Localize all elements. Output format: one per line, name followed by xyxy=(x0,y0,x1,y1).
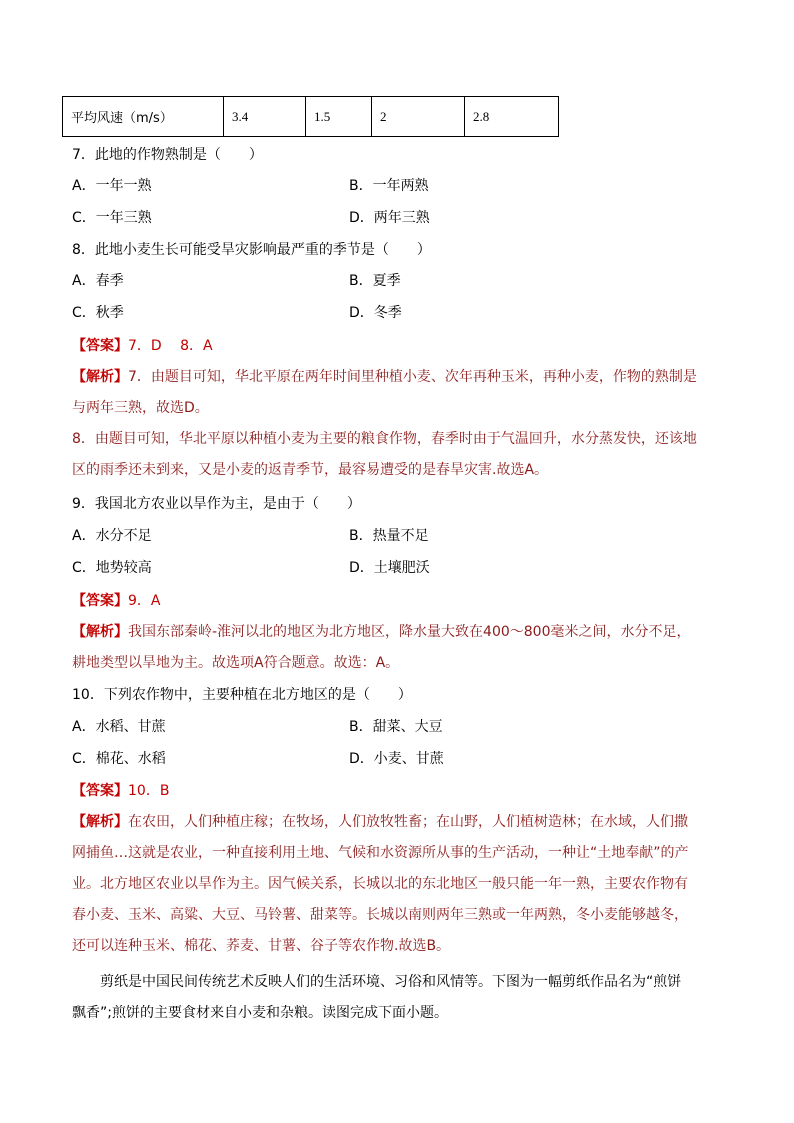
question-10-option-b: B．甜菜、大豆 xyxy=(349,719,443,735)
answer-text: 10．B xyxy=(128,783,170,799)
question-9-option-c: C．地势较高 xyxy=(72,560,152,576)
question-10-option-d: D．小麦、甘蔗 xyxy=(349,751,444,767)
explanation-line: 【解析】在农田，人们种植庄稼；在牧场，人们放牧牲畜；在山野，人们植树造林；在水域，人们撒 xyxy=(72,814,688,830)
question-7-stem: 7．此地的作物熟制是（ ） xyxy=(72,147,263,163)
answer-9 xyxy=(72,591,160,611)
table-row xyxy=(63,97,559,137)
question-9-option-d: D．土壤肥沃 xyxy=(349,560,430,576)
question-10-option-c: C．棉花、水稻 xyxy=(72,751,166,767)
question-8-option-c: C．秋季 xyxy=(72,305,124,321)
question-7-option-c: C．一年三熟 xyxy=(72,210,152,226)
explanation-tag: 【解析】 xyxy=(72,814,128,830)
answer-tag: 【答案】 xyxy=(72,338,128,354)
explanation-line: 【解析】7．由题目可知，华北平原在两年时间里种植小麦、次年再种玉米，再种小麦，作物的熟制是 xyxy=(72,369,697,385)
table-cell: 2 xyxy=(372,97,465,137)
answer-7-8 xyxy=(72,336,213,356)
explanation-10 xyxy=(72,807,724,962)
wind-speed-table xyxy=(62,96,559,137)
answer-text: 7．D 8．A xyxy=(128,338,213,354)
table-cell: 2.8 xyxy=(465,97,559,137)
explanation-line: 【解析】我国东部秦岭-淮河以北的地区为北方地区，降水量大致在400～800毫米之间，水分不足， xyxy=(72,624,691,640)
question-9-option-b: B．热量不足 xyxy=(349,528,429,544)
answer-tag: 【答案】 xyxy=(72,593,128,609)
intro-line: 剪纸是中国民间传统艺术反映人们的生活环境、习俗和风情等。下图为一幅剪纸作品名为“煎饼 xyxy=(100,974,682,990)
table-row-label: 平均风速（m/s） xyxy=(63,97,224,137)
question-8-option-b: B．夏季 xyxy=(349,273,401,289)
explanation-line: 还可以连种玉米、棉花、荞麦、甘薯、谷子等农作物.故选B。 xyxy=(72,938,451,954)
table-cell: 1.5 xyxy=(306,97,372,137)
question-7-option-d: D．两年三熟 xyxy=(349,210,430,226)
question-8-option-a: A．春季 xyxy=(72,273,124,289)
question-10-stem: 10．下列农作物中，主要种植在北方地区的是（ ） xyxy=(72,687,412,703)
explanation-tag: 【解析】 xyxy=(72,369,128,385)
explanation-line: 区的雨季还未到来，又是小麦的返青季节，最容易遭受的是春旱灾害.故选A。 xyxy=(72,462,549,478)
intro-paragraph xyxy=(72,967,724,1029)
explanation-line: 业。北方地区农业以旱作为主。因气候关系，长城以北的东北地区一般只能一年一熟，主要农作物有 xyxy=(72,876,688,892)
explanation-line: 耕地类型以旱地为主。故选项A符合题意。故选：A。 xyxy=(72,655,400,671)
explanation-tag: 【解析】 xyxy=(72,624,128,640)
explanation-line: 春小麦、玉米、高粱、大豆、马铃薯、甜菜等。长城以南则两年三熟或一年两熟，冬小麦能够越冬， xyxy=(72,907,688,923)
explanation-line: 与两年三熟，故选D。 xyxy=(72,400,209,416)
table-cell: 3.4 xyxy=(224,97,306,137)
answer-text: 9．A xyxy=(128,593,161,609)
explanation-line: 网捕鱼…这就是农业，一种直接利用土地、气候和水资源所从事的生产活动，一种让“土地奉献”的产 xyxy=(72,845,689,861)
question-7-option-a: A．一年一熟 xyxy=(72,178,152,194)
intro-line: 飘香”;煎饼的主要食材来自小麦和杂粮。读图完成下面小题。 xyxy=(72,1005,448,1021)
question-8-option-d: D．冬季 xyxy=(349,305,402,321)
question-10-option-a: A．水稻、甘蔗 xyxy=(72,719,166,735)
explanation-7-8 xyxy=(72,362,724,486)
question-8-stem: 8．此地小麦生长可能受旱灾影响最严重的季节是（ ） xyxy=(72,242,431,258)
question-9-option-a: A．水分不足 xyxy=(72,528,152,544)
answer-tag: 【答案】 xyxy=(72,783,128,799)
answer-10 xyxy=(72,781,169,801)
question-9-stem: 9．我国北方农业以旱作为主，是由于（ ） xyxy=(72,496,361,512)
question-7-option-b: B．一年两熟 xyxy=(349,178,429,194)
explanation-line: 8．由题目可知，华北平原以种植小麦为主要的粮食作物，春季时由于气温回升，水分蒸发快，还该地 xyxy=(72,431,697,447)
explanation-9 xyxy=(72,617,724,679)
